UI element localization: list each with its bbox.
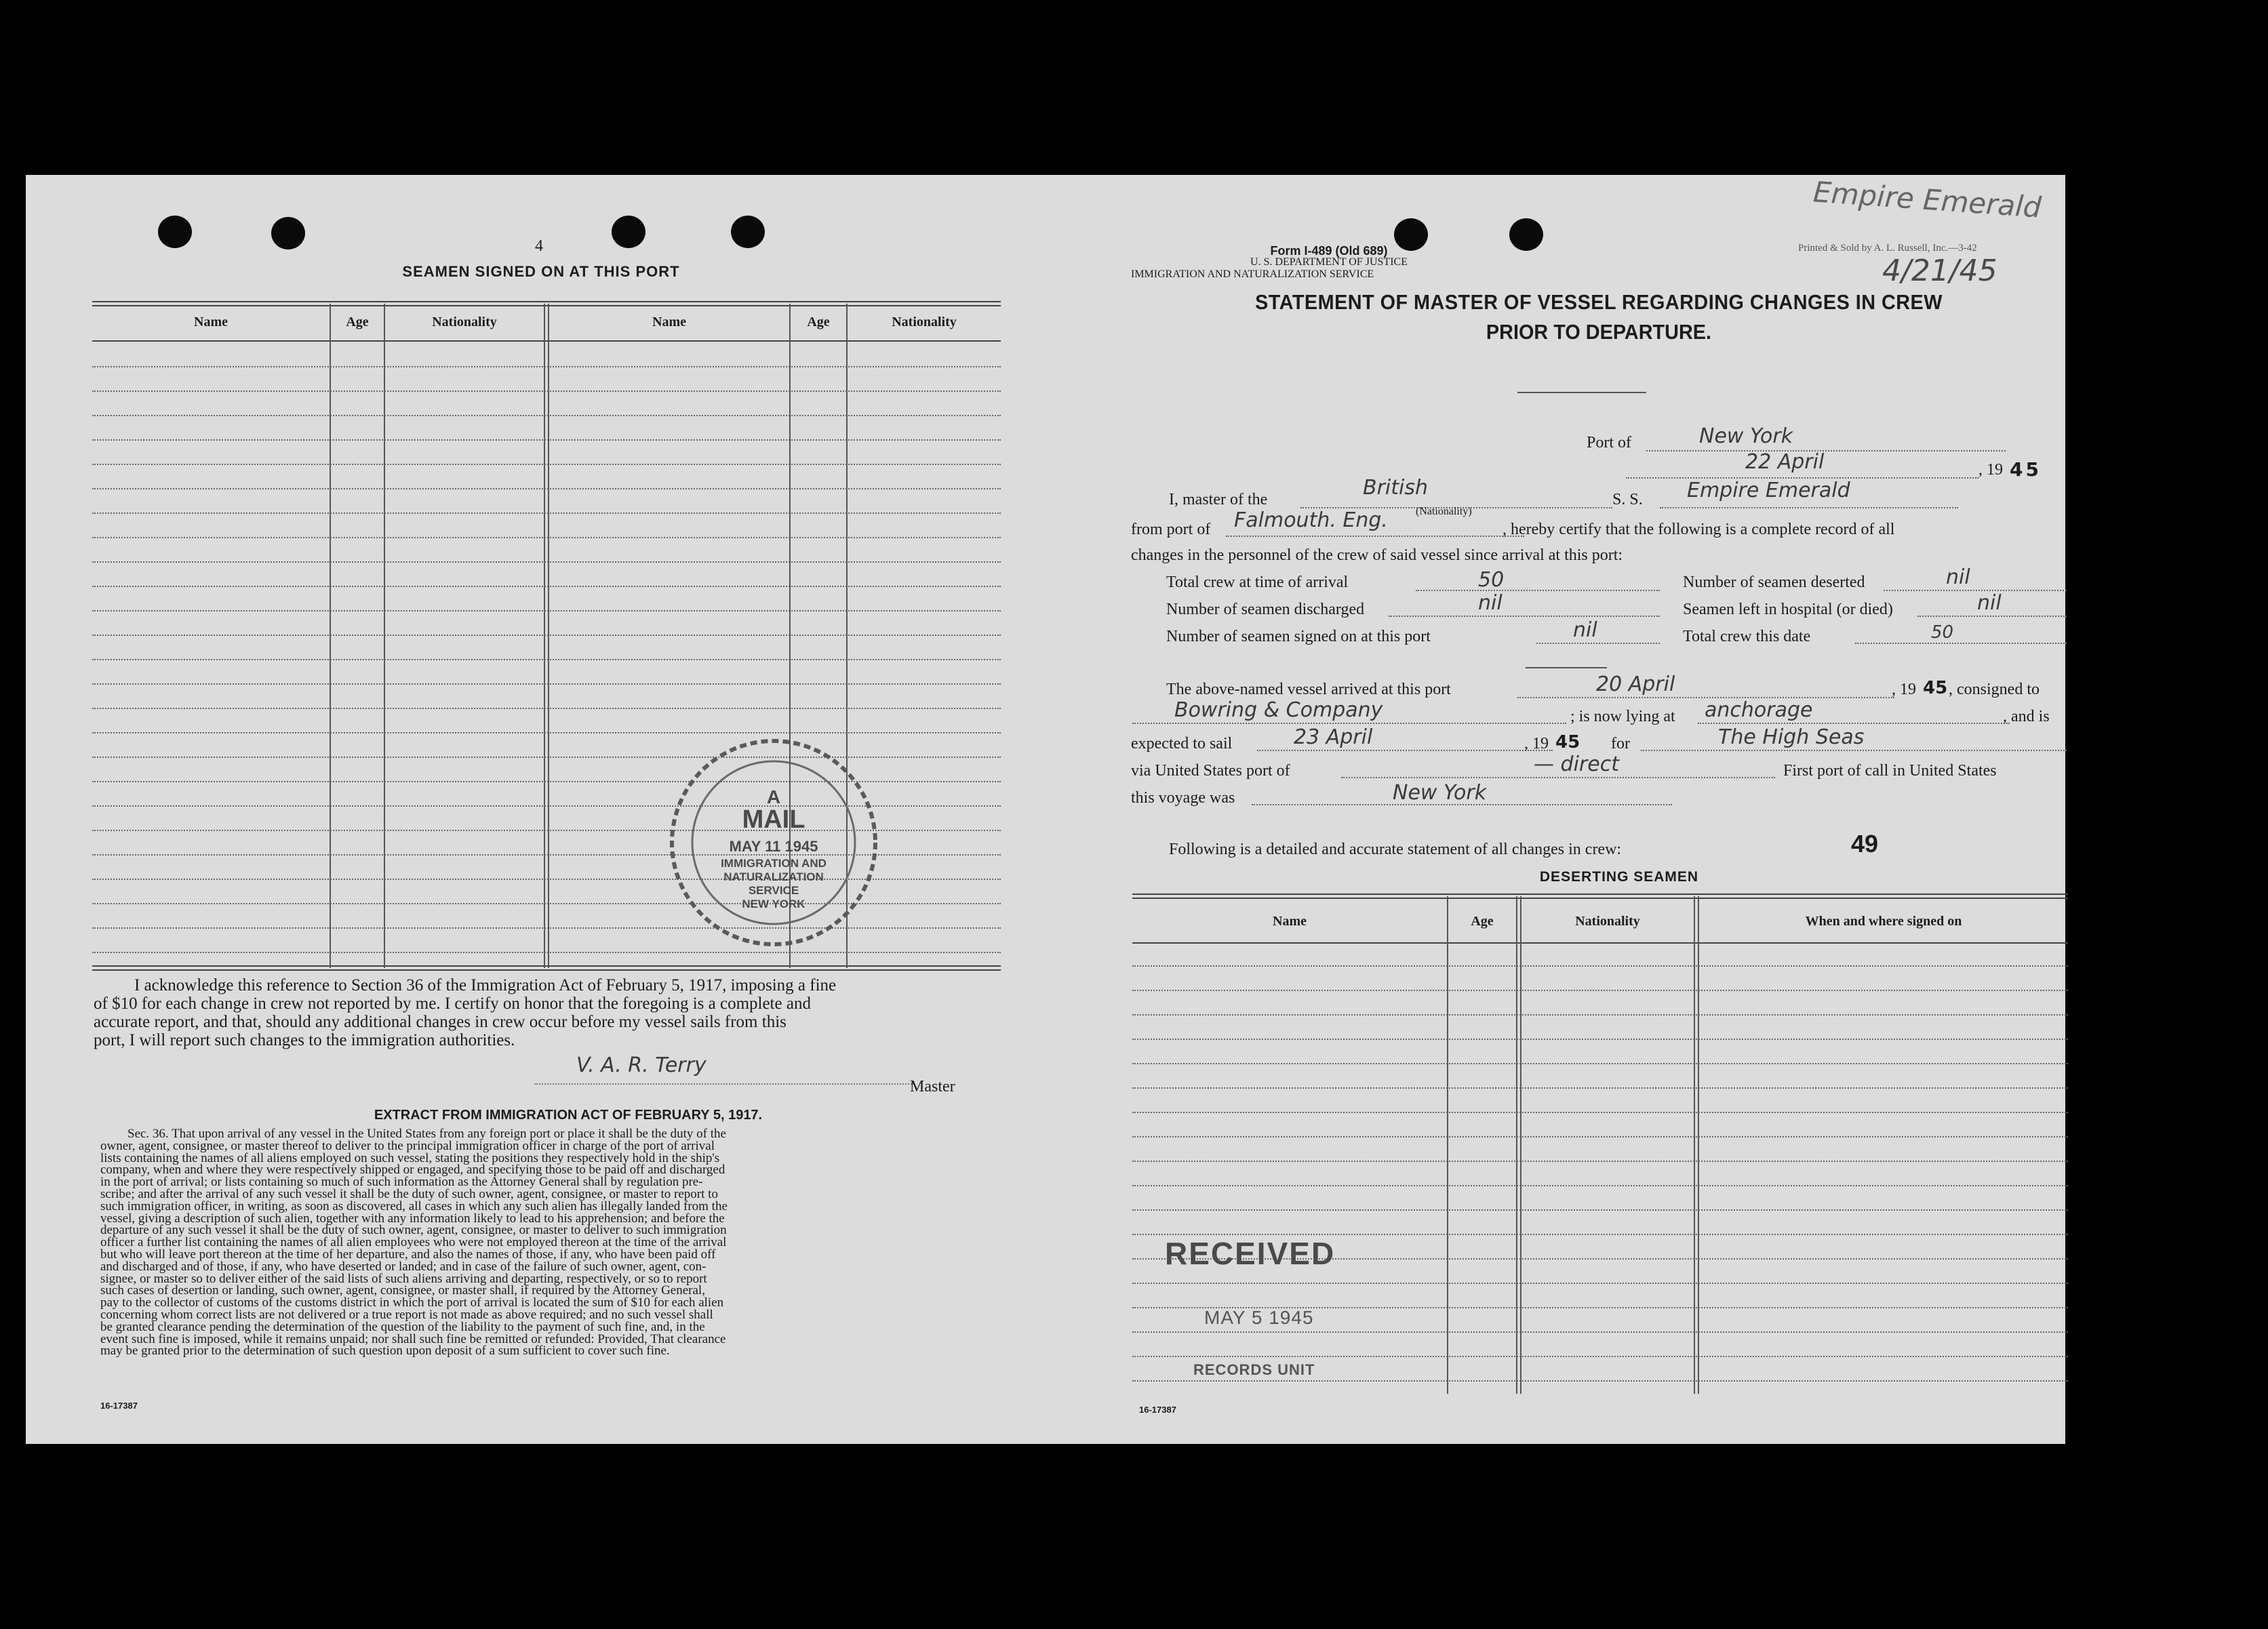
master-label: Master	[910, 1078, 955, 1095]
deserted-value: nil	[1946, 565, 1970, 589]
table-row	[1132, 1014, 2068, 1015]
discharged-label: Number of seamen discharged	[1166, 601, 1365, 618]
table-row	[1132, 1136, 2068, 1138]
table-row	[1132, 1161, 2068, 1162]
table-row	[92, 610, 1001, 611]
arrived-year-prefix: , 19	[1892, 681, 1916, 698]
left-page-title: SEAMEN SIGNED ON AT THIS PORT	[402, 263, 680, 280]
deserting-title: DESERTING SEAMEN	[1539, 869, 1699, 885]
column-header: Name	[1273, 914, 1307, 929]
table-row	[92, 659, 1001, 660]
extract-line: owner, agent, consignee, or master thereof to deliver to the principal immigration officer in charge of the port of arrival	[100, 1138, 715, 1153]
column-header: Name	[652, 315, 686, 329]
lying-label: ; is now lying at	[1570, 708, 1675, 725]
discharged-value: nil	[1478, 591, 1503, 615]
extract-line: company, when and where they were respectively shipped or engaged, and specifying those to be paid off and discharged	[100, 1163, 725, 1178]
table-row	[1132, 965, 2068, 967]
stamp-text: MAY 11 1945	[729, 838, 818, 855]
column-header: When and where signed on	[1805, 914, 1962, 929]
page-number: 4	[535, 237, 543, 255]
hospital-value: nil	[1977, 591, 2002, 615]
consignee-value: Bowring & Company	[1174, 698, 1383, 722]
page-number-large: 49	[1851, 830, 1879, 858]
table-row	[92, 464, 1001, 465]
stamp-text: NEW YORK	[742, 898, 805, 910]
extract-line: officer a further list containing the names of all alien employees who were not employed thereon at the time of the arrival	[100, 1235, 727, 1250]
hospital-label: Seamen left in hospital (or died)	[1683, 601, 1893, 618]
following-text: Following is a detailed and accurate statement of all changes in crew:	[1169, 841, 1622, 858]
extract-line: scribe; and after the arrival of any such vessel it shall be the duty of such owner, agent, consignee, or master to report to	[100, 1186, 718, 1201]
table-row	[1132, 990, 2068, 991]
extract-line: signee, or master so to deliver either of the said lists of such aliens arriving and departing, respectively, or so to report	[100, 1271, 707, 1286]
department: U. S. DEPARTMENT OF JUSTICE	[1250, 256, 1408, 268]
master-of-label: I, master of the	[1169, 491, 1268, 508]
received-date: MAY 5 1945	[1204, 1307, 1314, 1328]
for-label: for	[1611, 735, 1630, 752]
table-row	[92, 586, 1001, 587]
stamp-text: SERVICE	[748, 884, 799, 897]
extract-line: in the port of arrival; or lists containing so much of such information as the Attorney General shall by regulation pre-	[100, 1175, 703, 1190]
punch-hole	[271, 217, 305, 249]
extract-line: vessel, giving a description of such alien, together with any information likely to lead to his apprehension; and before the	[100, 1211, 725, 1226]
column-header: Age	[1471, 914, 1494, 929]
form-code: 16-17387	[1139, 1405, 1176, 1415]
consigned-label: , consigned to	[1949, 681, 2040, 698]
table-row	[1132, 1380, 2068, 1382]
service: IMMIGRATION AND NATURALIZATION SERVICE	[1131, 268, 1374, 280]
total-date-label: Total crew this date	[1683, 628, 1811, 645]
column-header: Age	[346, 315, 369, 329]
column-header: Name	[194, 315, 228, 329]
mail-stamp	[662, 731, 886, 954]
deserted-label: Number of seamen deserted	[1683, 574, 1865, 591]
arrived-value: 20 April	[1596, 672, 1675, 696]
extract-line: departure of any such vessel it shall be the duty of such owner, agent, consignee, or master to deliver to such immigration	[100, 1223, 727, 1238]
extract-line: be granted clearance pending the determination of the question of the liability to the payment of such fine, and, in the	[100, 1319, 705, 1334]
extract-line: such cases of desertion or landing, such owner, agent, consignee, or master shall, if required by the Attorney General,	[100, 1283, 705, 1298]
stamp-text: NATURALIZATION	[723, 870, 824, 883]
certify-text: , hereby certify that the following is a complete record of all	[1503, 521, 1895, 538]
records-unit-stamp: RECORDS UNIT	[1193, 1361, 1315, 1378]
year-value: 45	[2010, 458, 2042, 481]
column-header: Nationality	[1575, 914, 1640, 929]
extract-title: EXTRACT FROM IMMIGRATION ACT OF FEBRUARY 5, 1917.	[374, 1108, 763, 1123]
column-header: Age	[807, 315, 830, 329]
column-header: Nationality	[892, 315, 957, 329]
port-value: New York	[1699, 424, 1793, 448]
table-row	[92, 439, 1001, 441]
vessel-value: Empire Emerald	[1687, 479, 1850, 502]
printer-note: Printed & Sold by A. L. Russell, Inc.—3-42	[1798, 243, 1977, 254]
table-row	[1132, 1112, 2068, 1113]
table-row	[92, 561, 1001, 563]
sail-year-value: 45	[1555, 732, 1580, 752]
voyage-label: this voyage was	[1131, 789, 1235, 807]
from-port-label: from port of	[1131, 521, 1211, 538]
year-label: , 19	[1978, 461, 2003, 479]
first-port-label: First port of call in United States	[1783, 762, 1997, 780]
table-row	[1132, 1209, 2068, 1211]
table-row	[1132, 1185, 2068, 1186]
master-signature: V. A. R. Terry	[576, 1053, 707, 1077]
table-row	[92, 537, 1001, 538]
table-row	[92, 390, 1001, 392]
arrived-label: The above-named vessel arrived at this port	[1166, 681, 1451, 698]
sail-year-prefix: , 19	[1524, 735, 1549, 752]
extract-line: concerning whom correct lists are not delivered or a true report is not made as above required; and no such vessel shall	[100, 1307, 713, 1322]
form-number: Form I-489 (Old 689)	[1270, 244, 1388, 258]
punch-hole	[612, 216, 645, 248]
table-row	[1132, 1356, 2068, 1357]
extract-line: may be granted prior to the determination of such question upon deposit of a sum sufficient to cover such fine.	[100, 1344, 670, 1359]
changes-text: changes in the personnel of the crew of said vessel since arrival at this port:	[1131, 546, 1623, 564]
nationality-caption: (Nationality)	[1416, 506, 1472, 517]
column-header: Nationality	[432, 315, 497, 329]
from-port-value: Falmouth. Eng.	[1234, 508, 1388, 532]
stamp-text: A	[766, 786, 781, 807]
ss-label: S. S.	[1612, 491, 1643, 508]
stamp-text: MAIL	[742, 805, 805, 834]
total-date-value: 50	[1931, 622, 1954, 643]
table-row	[92, 366, 1001, 367]
signed-on-label: Number of seamen signed on at this port	[1166, 628, 1431, 645]
date-value: 22 April	[1745, 450, 1825, 474]
table-row	[1132, 1063, 2068, 1064]
table-row	[92, 415, 1001, 416]
extract-line: but who will leave port thereon at the time of her departure, and also the names of those, if any, who have been paid off	[100, 1247, 716, 1262]
table-row	[92, 635, 1001, 636]
extract-line: Sec. 36. That upon arrival of any vessel in the United States from any foreign port or place it shall be the duty of the	[127, 1127, 726, 1141]
extract-line: such immigration officer, in writing, as soon as discovered, all cases in which any such alien has illegally landed from the	[100, 1199, 728, 1213]
form-code: 16-17387	[100, 1401, 138, 1411]
handwritten-date-note: 4/21/45	[1882, 254, 1997, 288]
table-row	[92, 708, 1001, 709]
document-sheet: 4 SEAMEN SIGNED ON AT THIS PORT Name Age Nationality Name Age Nationality A MAIL MAY 11 1945 IMMIGRATION AND NATURALIZATION SERVICE NEW YORK I acknowledge this reference to Section 36 of the Immigration Act of February 5, 1917, imposing a fine of $10 for each change in crew not reported by me. I certify on honor that the foregoing is a complete and accurate report, and that, should any additional changes in crew occur before my vessel sails from this port, I will report such changes to the immigration authorities. V. A. R. Terry Master EXTRACT FROM IMMIGRATION ACT OF FEBRUARY 5, 1917. Sec. 36. That upon arrival of any vessel in the United States from any foreign port or place it shall be the duty of the owner, agent, consignee, or master thereof to deliver to the principal immigration officer in charge of the port of arrival lists containing the names of all aliens employed on such vessel, stating the positions they respectively hold in the ship's company, when and where they were respectively shipped or engaged, and specifying those to be paid off and discharged in the port of arrival; or lists containing so much of such information as the Attorney General shall by regulation pre- scribe; and after the arrival of any such vessel it shall be the duty of such owner, agent, consignee, or master to report to such immigration officer, in writing, as soon as discovered, all cases in which any such alien has illegally landed from the vessel, giving a description of such alien, together with any information likely to lead to his apprehension; and before the departure of any such vessel it shall be the duty of such owner, agent, consignee, or master to deliver to such immigration officer a further list containing the names of all alien employees who were not employed thereon at the time of the arrival but who will leave port thereon at the time of her departure, and also the names of those, if any, who have been paid off and discharged and of those, if any, who have deserted or landed; and in case of the failure of such owner, agent, con- signee, or master so to deliver either of the said lists of such aliens arriving and departing, respectively, or so to report such cases of desertion or landing, such owner, agent, consignee, or master shall, if required by the Attorney General, pay to the collector of customs of the customs district in which the port of arrival is located the sum of $10 for each alien concerning whom correct lists are not delivered or a true report is not made as above required; and no such vessel shall be granted clearance pending the determination of the question of the liability to the payment of such fine, and, in the event such fine is imposed, while it remains unpaid; nor shall such fine be remitted or refunded: Provided, That clearance may be granted prior to the determination of such question upon deposit of a sum sufficient to cover such fine. 16-17387 Form I-489 (Old 689) U. S. DEPARTMENT OF JUSTICE IMMIGRATION AND NATURALIZATION SERVICE Printed & Sold by A. L. Russell, Inc.—3-42 Empire Emerald 4/21/45 STATEMENT OF MASTER OF VESSEL REGARDING CHANGES IN CREW PRIOR TO DEPARTURE. Port of New York 22 April , 19 45 I, master of the British (Nationality) S. S. Empire Emerald from port of Falmouth. Eng. , hereby certify that the following is a complete record of all changes in the personnel of the crew of said vessel since arrival at this port: Total crew at time of arrival 50 Number of seamen deserted nil Number of seamen discharged nil Seamen left in hospital (or died) nil Number of seamen signed on at this port nil Total crew this date 50 The above-named vessel arrived at this port 20 April , 19 45 , consigned to Bowring & Company ; is now lying at anchorage , and is expected to sail 23 April , 19 45 for The High Seas via United States port of — direct First port of call in United States this voyage was New York Following is a detailed and accurate statement of all changes in crew: 49 DESERTING SEAMEN Name Age Nationality When and where signed on RECEIVED MAY 5 1945 RECORDS UNIT 16-17387	[26, 175, 2065, 1444]
table-row	[92, 683, 1001, 685]
punch-hole	[1509, 218, 1543, 251]
sail-label: expected to sail	[1131, 735, 1233, 752]
lying-value: anchorage	[1705, 698, 1813, 722]
stamp-text: IMMIGRATION AND	[721, 857, 827, 870]
form-title-line-1: STATEMENT OF MASTER OF VESSEL REGARDING CHANGES IN CREW	[1255, 290, 1943, 314]
table-row	[1132, 1087, 2068, 1089]
sail-value: 23 April	[1294, 725, 1373, 749]
arrived-year-value: 45	[1923, 678, 1948, 698]
punch-hole	[731, 216, 765, 248]
for-value: The High Seas	[1718, 725, 1865, 749]
via-value: — direct	[1534, 752, 1619, 776]
and-is-label: , and is	[2003, 708, 2050, 725]
table-row	[1132, 1039, 2068, 1040]
total-arrival-value: 50	[1478, 568, 1505, 592]
table-row	[1132, 1331, 2068, 1333]
table-row	[92, 512, 1001, 514]
port-label: Port of	[1587, 434, 1631, 451]
extract-text	[100, 1128, 1002, 1357]
table-row	[1132, 1283, 2068, 1284]
total-arrival-label: Total crew at time of arrival	[1166, 574, 1349, 591]
voyage-value: New York	[1393, 781, 1487, 805]
extract-line: pay to the collector of customs of the customs district in which the port of arrival is located the sum of $10 for each alien	[100, 1295, 724, 1310]
nationality-value: British	[1363, 476, 1428, 500]
handwritten-vessel-note: Empire Emerald	[1812, 175, 2043, 224]
punch-hole	[158, 216, 192, 248]
via-label: via United States port of	[1131, 762, 1290, 780]
received-stamp: RECEIVED	[1165, 1236, 1336, 1271]
signed-on-value: nil	[1573, 618, 1597, 642]
extract-line: event such fine is imposed, while it remains unpaid; nor shall such fine be remitted or refunded: Provided, That clearance	[100, 1331, 726, 1346]
table-row	[92, 488, 1001, 489]
form-title-line-2: PRIOR TO DEPARTURE.	[1486, 320, 1712, 344]
extract-line: and discharged and of those, if any, who have deserted or landed; and in case of the failure of such owner, agent, con-	[100, 1259, 707, 1274]
extract-line: lists containing the names of all aliens employed on such vessel, stating the positions they respectively hold in the ship's	[100, 1150, 720, 1165]
